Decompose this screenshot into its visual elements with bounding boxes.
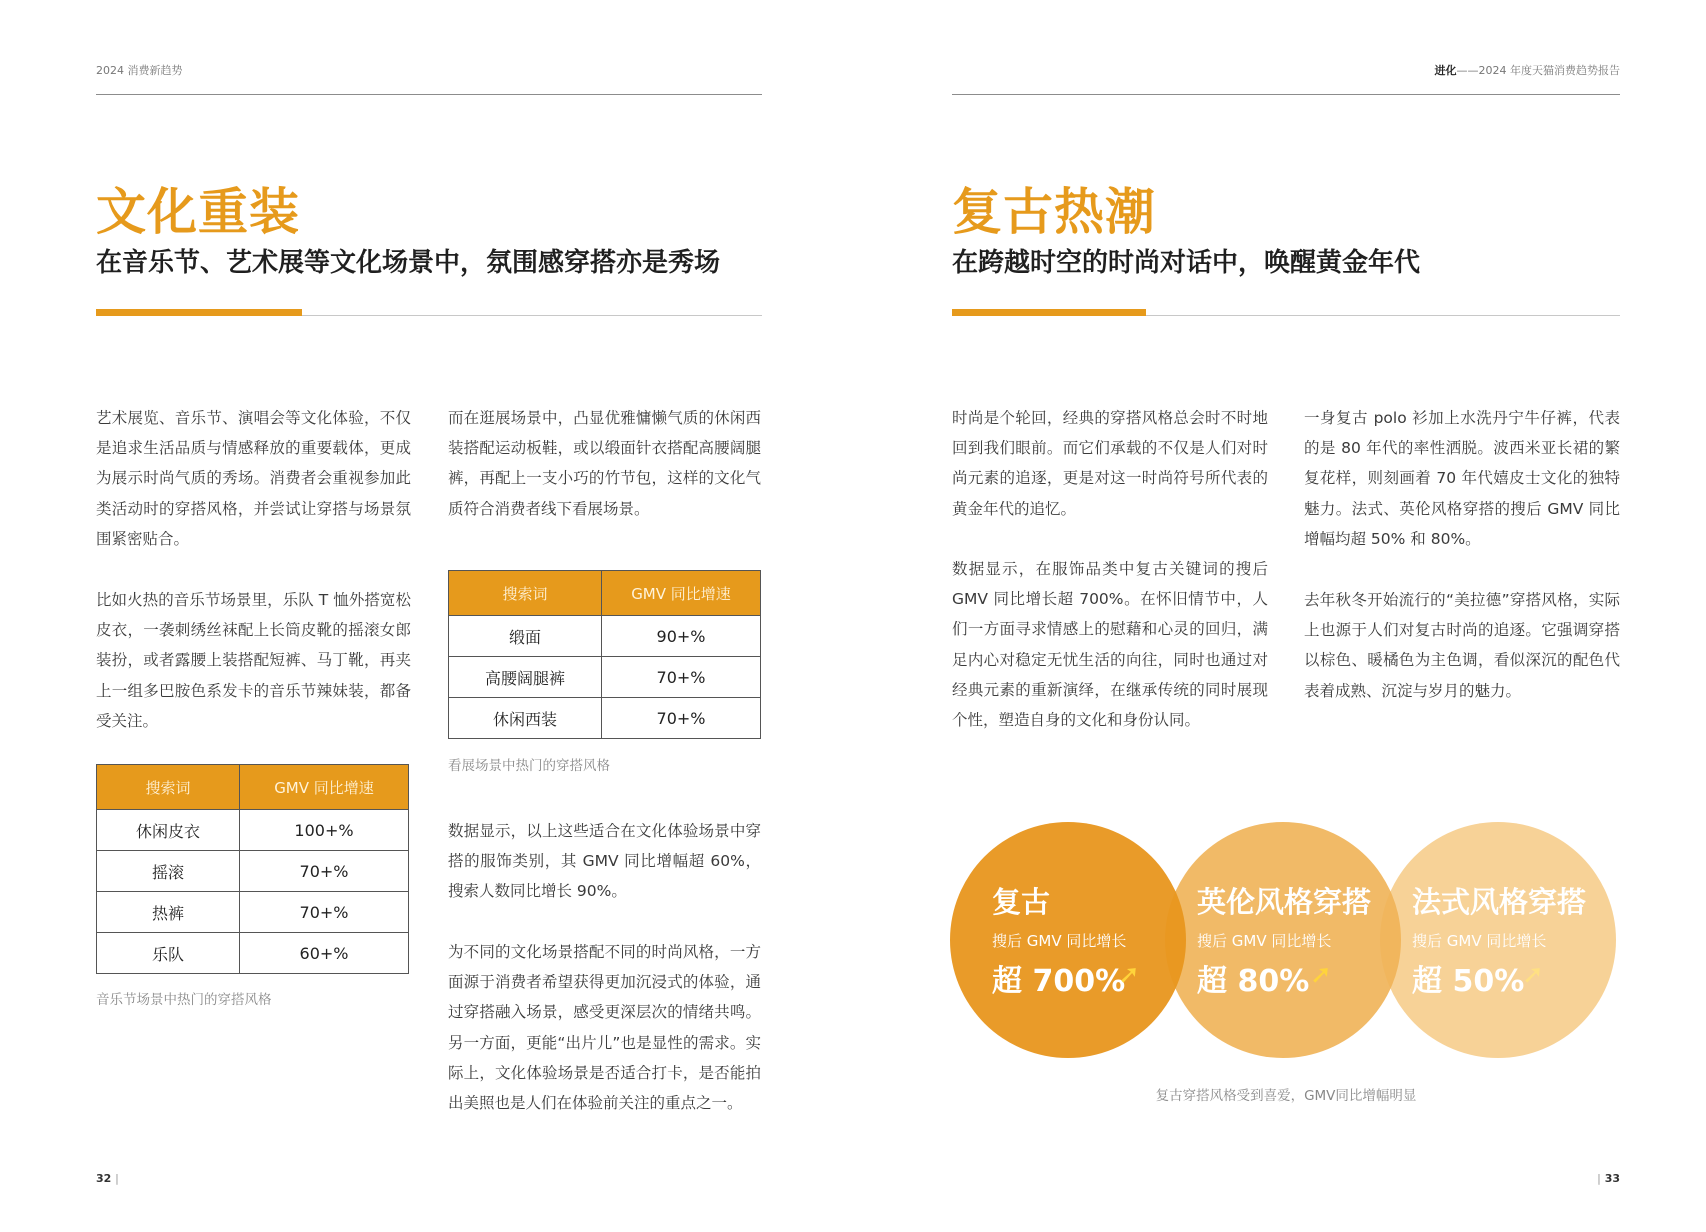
table-row — [97, 933, 409, 974]
table-cell-keyword: 乐队 — [97, 933, 240, 974]
right-col2-paragraph-2: 去年秋冬开始流行的“美拉德”穿搭风格，实际上也源于人们对复古时尚的追逐。它强调穿搭以棕色、暖橘色为主色调，看似深沉的配色代表着成熟、沉淀与岁月的魅力。 — [1304, 591, 1620, 700]
table-header-gmv: GMV 同比增速 — [602, 571, 761, 616]
table-header-row — [97, 765, 409, 810]
right-section-title: 复古热潮 — [952, 183, 1156, 241]
table-cell-keyword: 高腰阔腿裤 — [449, 657, 602, 698]
table-cell-gmv: 90+% — [602, 616, 761, 657]
right-accent-bar — [952, 309, 1146, 316]
table-cell-gmv: 70+% — [240, 892, 409, 933]
circle-retro-label: 搜后 GMV 同比增长 — [992, 932, 1127, 950]
left-col1-paragraph-2: 比如火热的音乐节场景里，乐队 T 恤外搭宽松皮衣，一袭刺绣丝袜配上长筒皮靴的摇滚女郎装扮，或者露腰上装搭配短裤、马丁靴，再夹上一组多巴胺色系发卡的音乐节辣妹装，都备受关注。 — [96, 591, 411, 730]
right-col1-paragraph-2: 数据显示，在服饰品类中复古关键词的搜后 GMV 同比增长超 700%。在怀旧情节中，人们一方面寻求情感上的慰藉和心灵的回归，满足内心对稳定无忧生活的向往，同时也通过对经典元素的重新演绎，在继承传统的同时展现个性，塑造自身的文化和身份认同。 — [952, 560, 1268, 730]
circle-french-title: 法式风格穿搭 — [1412, 885, 1587, 919]
circle-retro-value: 超 700% — [992, 964, 1126, 999]
circle-french-value: 超 50% — [1412, 964, 1525, 999]
header-right-rest: ——2024 年度天猫消费趋势报告 — [1456, 64, 1620, 77]
right-page-number: | 33 — [1597, 1172, 1620, 1185]
left-col2-paragraph-3: 为不同的文化场景搭配不同的时尚风格，一方面源于消费者希望获得更加沉浸式的体验，通过穿搭融入场景，感受更深层次的情绪共鸣。另一方面，更能“出片儿”也是显性的需求。实际上，文化体验场景是否适合打卡，是否能拍出美照也是人们在体验前关注的重点之一。 — [448, 943, 761, 1113]
page-number-value: 33 — [1604, 1172, 1620, 1185]
header-right — [1435, 62, 1621, 78]
table-cell-keyword: 休闲皮衣 — [97, 810, 240, 851]
right-section-subtitle: 在跨越时空的时尚对话中，唤醒黄金年代 — [952, 248, 1421, 278]
table-row — [449, 657, 761, 698]
exhibition-table — [448, 570, 761, 739]
trend-arrow-icon: ➚ — [1118, 960, 1140, 990]
page-number-value: 32 — [96, 1172, 112, 1185]
table-header-gmv: GMV 同比增速 — [240, 765, 409, 810]
circle-british-title: 英伦风格穿搭 — [1197, 885, 1372, 919]
table-row — [449, 698, 761, 739]
table-row — [97, 892, 409, 933]
left-col1-paragraph-1: 艺术展览、音乐节、演唱会等文化体验，不仅是追求生活品质与情感释放的重要载体，更成为展示时尚气质的秀场。消费者会重视参加此类活动时的穿搭风格，并尝试让穿搭与场景氛围紧密贴合。 — [96, 409, 411, 548]
table-cell-keyword: 休闲西装 — [449, 698, 602, 739]
left-section-title: 文化重装 — [96, 183, 300, 241]
table-cell-gmv: 60+% — [240, 933, 409, 974]
table-header-keyword: 搜索词 — [97, 765, 240, 810]
table-cell-gmv: 70+% — [240, 851, 409, 892]
circle-french-label: 搜后 GMV 同比增长 — [1412, 932, 1547, 950]
right-col1-paragraph-1: 时尚是个轮回，经典的穿搭风格总会时不时地回到我们眼前。而它们承载的不仅是人们对时尚元素的追逐，更是对这一时尚符号所代表的黄金年代的追忆。 — [952, 409, 1268, 518]
header-left: 2024 消费新趋势 — [96, 64, 183, 77]
circle-british-label: 搜后 GMV 同比增长 — [1197, 932, 1332, 950]
music-festival-table — [96, 764, 409, 974]
table-row — [97, 851, 409, 892]
table-cell-gmv: 70+% — [602, 657, 761, 698]
left-section-subtitle: 在音乐节、艺术展等文化场景中，氛围感穿搭亦是秀场 — [96, 248, 721, 278]
exhibition-table-caption: 看展场景中热门的穿搭风格 — [448, 758, 610, 774]
table-row — [97, 810, 409, 851]
circle-retro-title: 复古 — [992, 885, 1051, 919]
table-header-row — [449, 571, 761, 616]
left-accent-bar — [96, 309, 302, 316]
trend-arrow-icon: ➚ — [1310, 960, 1332, 990]
header-divider-left — [96, 94, 762, 95]
header-right-bold: 进化 — [1434, 64, 1457, 77]
table-cell-keyword: 摇滚 — [97, 851, 240, 892]
right-col2-paragraph-1: 一身复古 polo 衫加上水洗丹宁牛仔裤，代表的是 80 年代的率性洒脱。波西米亚长裙的繁复花样，则刻画着 70 年代嬉皮士文化的独特魅力。法式、英伦风格穿搭的搜后 GMV 同比增幅均超 50% 和 80%。 — [1304, 409, 1620, 548]
circle-british-value: 超 80% — [1197, 964, 1310, 999]
table-cell-gmv: 70+% — [602, 698, 761, 739]
left-page-number: 32 | — [96, 1172, 119, 1185]
left-col2-paragraph-1: 而在逛展场景中，凸显优雅慵懒气质的休闲西装搭配运动板鞋，或以缎面针衣搭配高腰阔腿裤，再配上一支小巧的竹节包，这样的文化气质符合消费者线下看展场景。 — [448, 409, 761, 518]
table-header-keyword: 搜索词 — [449, 571, 602, 616]
table-cell-keyword: 热裤 — [97, 892, 240, 933]
circles-caption: 复古穿搭风格受到喜爱，GMV同比增幅明显 — [1155, 1088, 1417, 1104]
table-cell-keyword: 缎面 — [449, 616, 602, 657]
music-table-caption: 音乐节场景中热门的穿搭风格 — [96, 992, 272, 1008]
header-divider-right — [952, 94, 1620, 95]
growth-circles — [950, 820, 1622, 1060]
table-row — [449, 616, 761, 657]
left-col2-paragraph-2: 数据显示，以上这些适合在文化体验场景中穿搭的服饰类别，其 GMV 同比增幅超 60%，搜索人数同比增长 90%。 — [448, 822, 761, 901]
trend-arrow-icon: ➚ — [1522, 960, 1544, 990]
table-cell-gmv: 100+% — [240, 810, 409, 851]
